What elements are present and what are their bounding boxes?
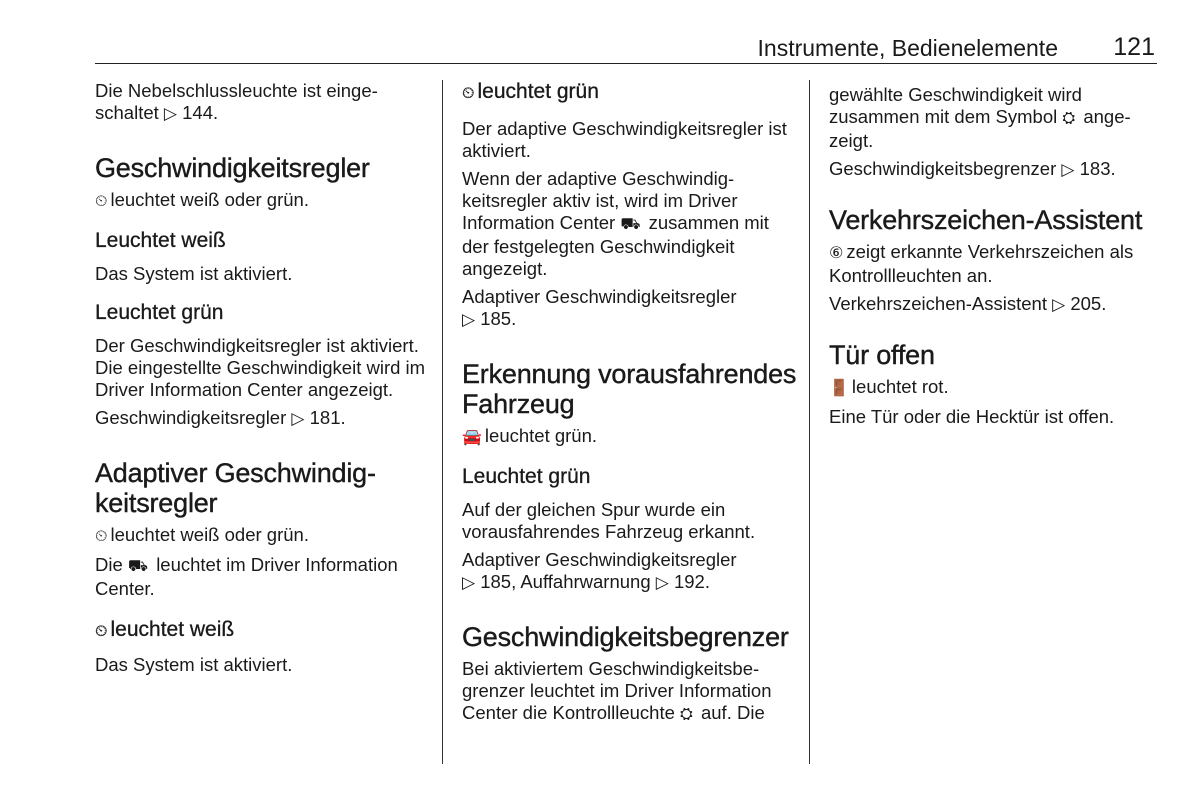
- speed-limiter-icon: ⛭: [1062, 110, 1076, 127]
- reference-arrow-icon: ▷: [1061, 160, 1075, 179]
- paragraph: Das System ist aktiviert.: [95, 263, 293, 284]
- car-icon: 🚘: [462, 429, 482, 446]
- page-reference[interactable]: 192.: [673, 571, 710, 592]
- paragraph: Adaptiver Geschwindigkeitsregler ▷ 185, Auffahrwarnung ▷ 192.: [462, 549, 737, 592]
- page-title: Instrumente, Bedienelemente: [757, 35, 1058, 61]
- paragraph: Geschwindigkeitsbegrenzer ▷ 183.: [829, 158, 1116, 179]
- column-divider: [809, 80, 810, 764]
- adaptive-cruise-icon: ⛟: [127, 558, 149, 575]
- page-reference[interactable]: 205.: [1070, 293, 1107, 314]
- paragraph: Adaptiver Geschwindigkeitsregler ▷ 185.: [462, 286, 737, 329]
- column-3: [829, 84, 1159, 434]
- door-open-icon: 🚪: [829, 380, 849, 397]
- page-reference[interactable]: 185, Auffahrwarnung: [480, 571, 651, 592]
- cruise-control-icon: ⏲: [462, 85, 475, 102]
- paragraph: ⏲ leuchtet weiß oder grün.: [95, 524, 430, 548]
- subsection-heading: Leuchtet grün: [462, 465, 591, 488]
- paragraph: Eine Tür oder die Hecktür ist offen.: [829, 406, 1115, 427]
- paragraph: ⏲ leuchtet weiß oder grün.: [95, 189, 430, 213]
- speed-limiter-icon: ⛭: [680, 706, 693, 723]
- paragraph: gewählte Geschwindigkeit wird zusammen mit dem Symbol ⛭ angezeigt.: [829, 84, 1131, 151]
- paragraph: 🚘 leuchtet grün.: [462, 425, 797, 449]
- reference-arrow-icon: ▷: [462, 310, 476, 329]
- reference-arrow-icon: ▷: [163, 104, 177, 123]
- paragraph: Wenn der adaptive Geschwindigkeitsregler aktiv ist, wird im Driver Information Center ⛟ zusammen mit der festgelegten Geschwindigkeit angezeigt.: [462, 168, 769, 279]
- subsection-heading: ⏲ leuchtet grün: [462, 80, 797, 106]
- section-heading: Adaptiver Geschwindigkeitsregler: [95, 458, 376, 518]
- paragraph: Die Nebelschlussleuchte ist einge-: [95, 80, 378, 101]
- reference-arrow-icon: ▷: [462, 573, 476, 592]
- subsection-heading: ⏲ leuchtet weiß: [95, 618, 430, 644]
- page-reference[interactable]: 144.: [182, 102, 219, 123]
- page-reference[interactable]: 185.: [480, 308, 517, 329]
- section-heading: Erkennung vorausfahrendes Fahrzeug: [462, 359, 797, 419]
- paragraph: Der adaptive Geschwindigkeitsregler ist aktiviert.: [462, 118, 787, 161]
- paragraph: ⑥ zeigt erkannte Verkehrszeichen als Kontrollleuchten an.: [829, 241, 1134, 286]
- section-heading: Verkehrszeichen-Assistent: [829, 205, 1143, 235]
- subsection-heading: Leuchtet weiß: [95, 229, 226, 252]
- cruise-control-icon: ⏲: [95, 193, 108, 210]
- column-divider: [442, 80, 443, 764]
- subsection-heading: Leuchtet grün: [95, 301, 224, 324]
- section-heading: Geschwindigkeitsbegrenzer: [462, 622, 789, 652]
- paragraph: schaltet ▷ 144.: [95, 102, 219, 123]
- paragraph: 🚪 leuchtet rot.: [829, 376, 1159, 400]
- section-heading: Geschwindigkeitsregler: [95, 153, 370, 183]
- paragraph: Der Geschwindigkeitsregler ist aktiviert. Die eingestellte Geschwindigkeit wird im Driver Information Center angezeigt.: [95, 335, 426, 400]
- paragraph: Das System ist aktiviert.: [95, 654, 293, 675]
- paragraph: Bei aktiviertem Geschwindigkeitsbegrenzer leuchtet im Driver Information Center die Kontrollleuchte ⛭ auf. Die: [462, 658, 797, 726]
- reference-arrow-icon: ▷: [291, 409, 305, 428]
- column-1: [95, 80, 430, 682]
- paragraph: Die ⛟ leuchtet im Driver Information Center.: [95, 554, 398, 599]
- reference-arrow-icon: ▷: [655, 573, 669, 592]
- reference-arrow-icon: ▷: [1052, 295, 1066, 314]
- page-reference[interactable]: 183.: [1079, 158, 1116, 179]
- traffic-sign-icon: ⑥: [829, 245, 844, 262]
- page-number: 121: [1113, 33, 1155, 61]
- cruise-control-icon: ⏲: [95, 528, 108, 545]
- paragraph: Verkehrszeichen-Assistent ▷ 205.: [829, 293, 1107, 314]
- adaptive-cruise-icon: ⛟: [620, 216, 641, 233]
- section-heading: Tür offen: [829, 340, 935, 370]
- page-reference[interactable]: 181.: [309, 407, 346, 428]
- page-header: [95, 30, 1157, 64]
- column-2: [462, 80, 797, 732]
- paragraph: Geschwindigkeitsregler ▷ 181.: [95, 407, 346, 428]
- paragraph: Auf der gleichen Spur wurde ein vorausfahrendes Fahrzeug erkannt.: [462, 499, 756, 542]
- cruise-control-icon: ⏲: [95, 623, 108, 640]
